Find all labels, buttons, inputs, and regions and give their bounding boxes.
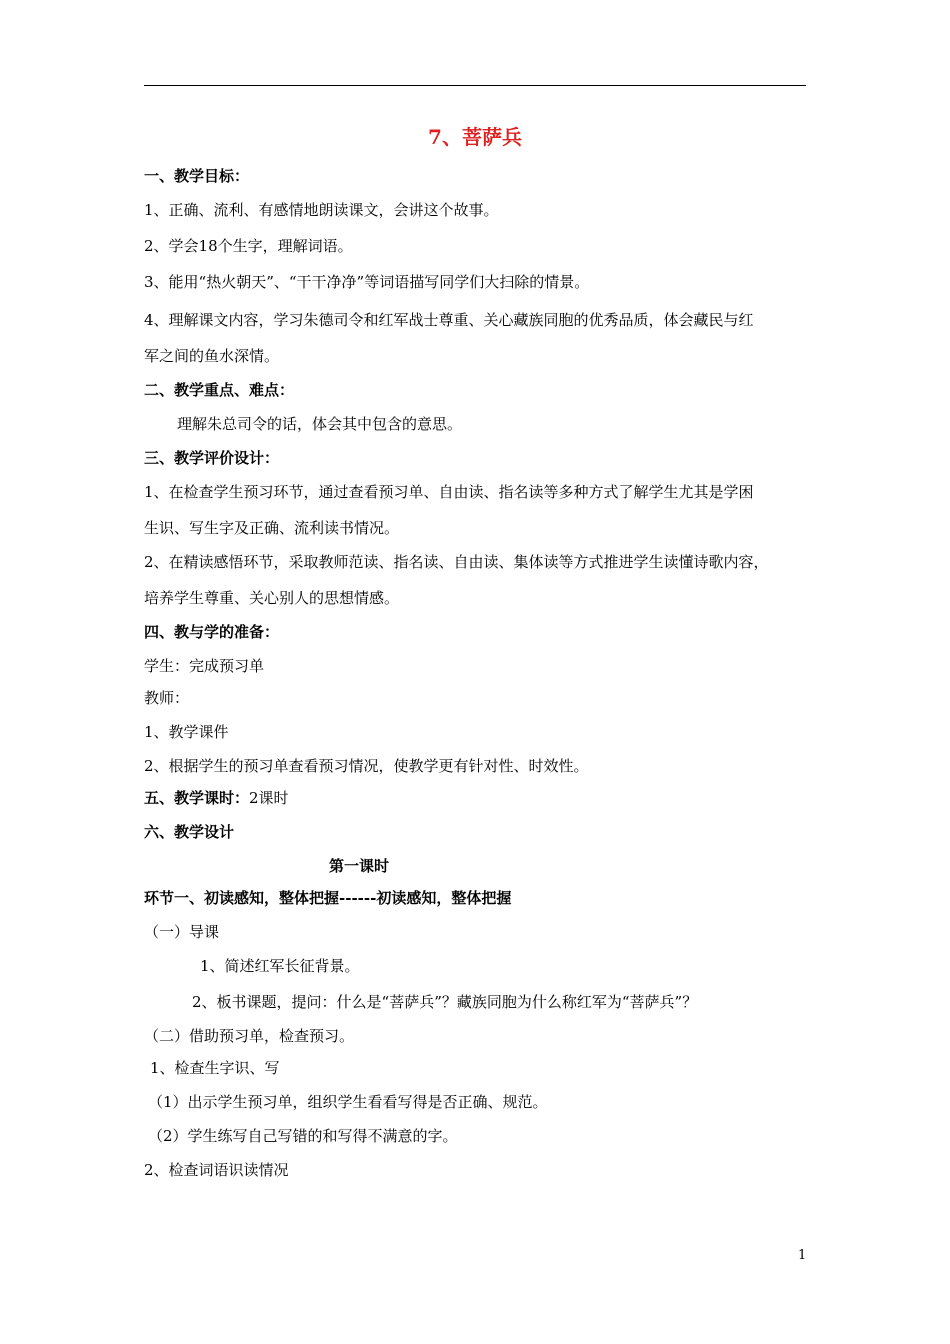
- heading-evaluation: 三、教学评价设计：: [144, 449, 280, 467]
- preparation-item-1: 1、教学课件: [144, 723, 229, 741]
- hours-line: [144, 788, 289, 808]
- page-title: 7、菩萨兵: [428, 125, 522, 149]
- goal-item-1: 1、正确、流利、有感情地朗读课文，会讲这个故事。: [144, 201, 499, 219]
- part-1-title: （一）导课: [144, 923, 220, 941]
- check-2-title: 2、检查词语识读情况: [144, 1161, 289, 1179]
- goal-item-3: 3、能用“热火朝天”、“干干净净”等词语描写同学们大扫除的情景。: [144, 273, 590, 291]
- heading-goals: 一、教学目标：: [144, 167, 250, 185]
- hours-value: 2课时: [249, 789, 289, 807]
- evaluation-item-2: 2、在精读感悟环节，采取教师范读、指名读、自由读、集体读等方式推进学生读懂诗歌内容，: [144, 553, 769, 571]
- heading-focus: 二、教学重点、难点：: [144, 381, 295, 399]
- part-1-item-2: 2、板书课题，提问：什么是“菩萨兵”？藏族同胞为什么称红军为“菩萨兵”？: [192, 993, 698, 1011]
- step-1-title: 环节一、初读感知，整体把握------初读感知，整体把握: [144, 889, 512, 907]
- heading-hours: 五、教学课时：: [144, 789, 250, 807]
- preparation-student: 学生：完成预习单: [144, 657, 265, 675]
- preparation-item-2: 2、根据学生的预习单查看预习情况，使教学更有针对性、时效性。: [144, 757, 589, 775]
- evaluation-item-1-cont: 生识、写生字及正确、流利读书情况。: [144, 519, 400, 537]
- heading-preparation: 四、教与学的准备：: [144, 623, 280, 641]
- goal-item-2: 2、学会18个生字，理解词语。: [144, 237, 353, 255]
- lesson-title: 第一课时: [329, 857, 390, 875]
- evaluation-item-1: 1、在检查学生预习环节，通过查看预习单、自由读、指名读等多种方式了解学生尤其是学困: [144, 483, 754, 501]
- preparation-teacher: 教师：: [144, 689, 190, 707]
- evaluation-item-2-cont: 培养学生尊重、关心别人的思想情感。: [144, 589, 400, 607]
- part-1-item-1: 1、简述红军长征背景。: [200, 957, 360, 975]
- check-1-title: 1、检查生字识、写: [150, 1059, 280, 1077]
- goal-item-4: 4、理解课文内容，学习朱德司令和红军战士尊重、关心藏族同胞的优秀品质，体会藏民与红: [144, 311, 754, 329]
- heading-design: 六、教学设计: [144, 823, 235, 841]
- goal-item-4-cont: 军之间的鱼水深情。: [144, 347, 280, 365]
- part-2-title: （二）借助预习单，检查预习。: [144, 1027, 355, 1045]
- focus-text: 理解朱总司令的话，体会其中包含的意思。: [177, 415, 463, 433]
- check-1-item-1: （1）出示学生预习单，组织学生看看写得是否正确、规范。: [148, 1093, 548, 1111]
- page-number: 1: [798, 1248, 807, 1263]
- check-1-item-2: （2）学生练写自己写错的和写得不满意的字。: [148, 1127, 458, 1145]
- header-rule: [144, 85, 806, 86]
